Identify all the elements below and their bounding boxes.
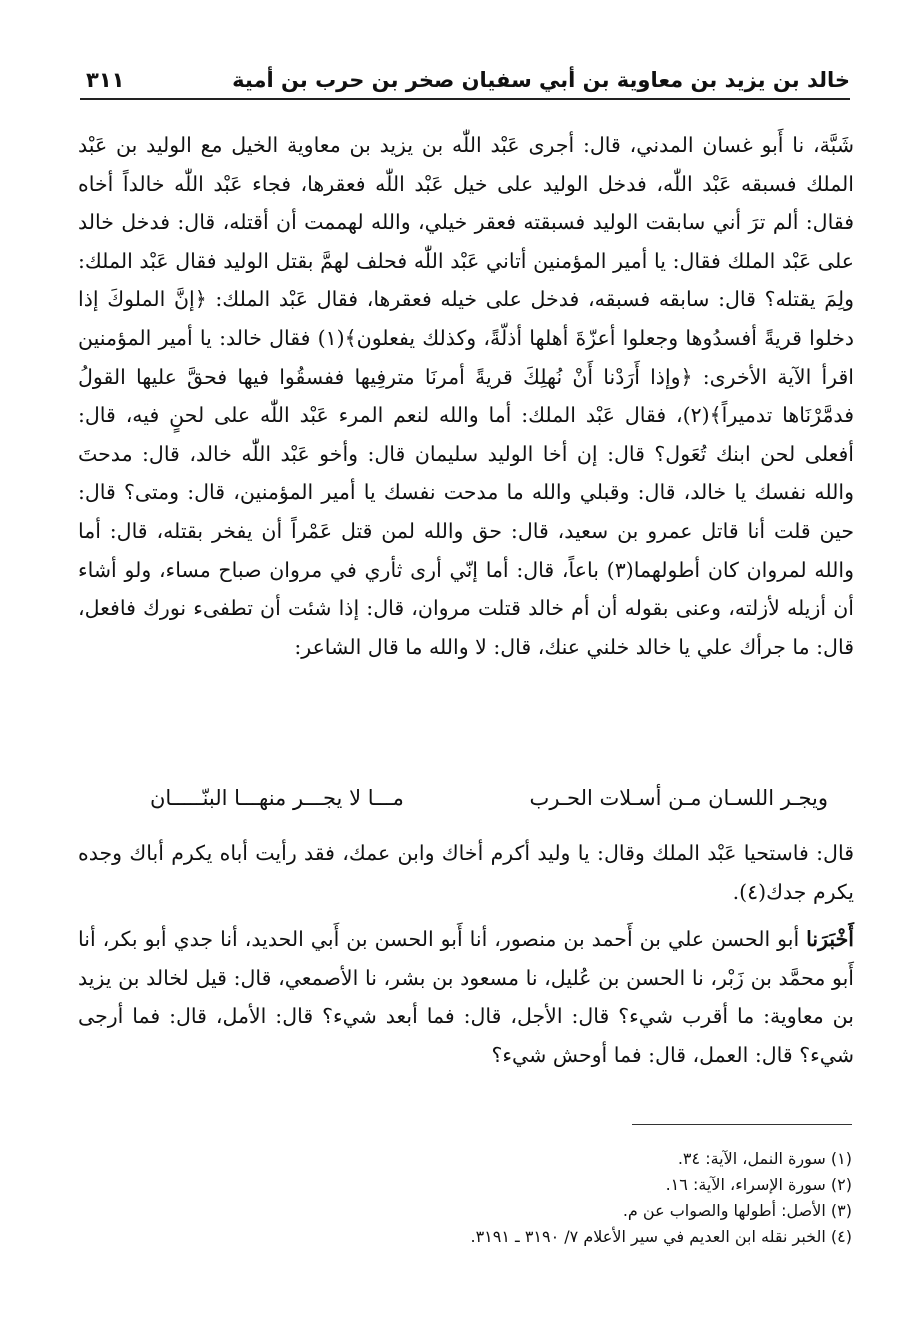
paragraph-2: قال: فاستحيا عَبْد الملك وقال: يا وليد أكرم أخاك وابن عمك، فقد رأيت أباه يكرم أباك وجده يكرم جدك(٤).: [78, 841, 854, 904]
verse-first-hemistich: ويجـر اللسـان مـن أسـلات الحـرب: [529, 786, 828, 810]
paragraph-3: [78, 920, 854, 1074]
page-number: ٣١١: [86, 68, 125, 92]
footnote-3: (٣) الأصل: أطولها والصواب عن م.: [622, 1201, 852, 1220]
footnote-separator: [632, 1124, 852, 1125]
paragraph-1: شَبَّة، نا أَبو غسان المدني، قال: أجرى عَبْد اللّٰه بن يزيد بن معاوية الخيل مع الوليد بن عَبْد الملك فسبقه عَبْد اللّٰه، فدخل الوليد على خيل عَبْد اللّٰه فعقرها، فجاء عَبْد اللّٰه خالداً أخاه فقال: ألم ترَ أني سابقت الوليد فسبقته فعقر خيلي، والله لهممت أن أقتله، قال: فدخل خالد على عَبْد الملك فقال: يا أمير المؤمنين أتاني عَبْد اللّٰه فحلف لهمَّ بقتل الوليد فقال عَبْد الملك: ولِمَ يقتله؟ قال: سابقه فسبقه، فدخل على خيله فعقرها، فقال عَبْد الملك: ﴿إنَّ الملوكَ إذا دخلوا قريةً أفسدُوها وجعلوا أعزّةَ أهلها أذلّةً، وكذلك يفعلون﴾(١) فقال خالد: يا أمير المؤمنين اقرأ الآية الأخرى: ﴿وإذا أَرَدْنا أَنْ نُهلِكَ قريةً أمرنَا مترفِيها ففسقُوا فيها فحقَّ عليها القولُ فدمَّرْنَاها تدميراً﴾(٢)، فقال عَبْد الملك: أما والله لنعم المرء عَبْد اللّٰه على لحنٍ فيه، قال: أفعلى لحن ابنك تُعَول؟ قال: إن أخا الوليد سليمان قال: وأخو عَبْد اللّٰه خالد، قال: مدحتَ والله نفسك يا خالد، قال: وقبلي والله ما مدحت نفسك يا أمير المؤمنين، قال: ومتى؟ قال: حين قلت أنا قاتل عمرو بن سعيد، قال: حق والله لمن قتل عَمْراً أن يفخر بقتله، قال: أما والله لمروان كان أطولهما(٣) باعاً، قال: أما إنّي أرى ثأري في مروان صباح مساء، ولو أشاء أن أزيله لأزلته، وعنى بقوله أن أم خالد قتلت مروان، قال: إذا شئت أن تطفىء نورك فافعل، قال: ما جرأك علي يا خالد خلني عنك، قال: لا والله ما قال الشاعر:: [78, 133, 855, 659]
paragraph-3-text: أبو الحسن علي بن أَحمد بن منصور، أنا أَبو الحسن بن أَبي الحديد، أنا جدي أبو بكر، أنا أَبو محمَّد بن زَبْر، نا الحسن بن عُليل، نا مسعود بن بشر، نا الأصمعي، قال: قيل لخالد بن يزيد بن معاوية: ما أقرب شيء؟ قال: الأجل، قال: فما أبعد شيء؟ قال: الأمل، قال: فما أرجى شيء؟ قال: العمل، قال: فما أوحش شيء؟: [78, 927, 854, 1067]
poetry-verse: [110, 778, 830, 818]
footnote-4: (٤) الخبر نقله ابن العديم في سير الأعلام ٧/ ٣١٩٠ ـ ٣١٩١.: [470, 1227, 852, 1246]
footnote-1: (١) سورة النمل، الآية: ٣٤.: [677, 1149, 852, 1168]
main-text: [78, 126, 854, 666]
verse-second-hemistich: مـــا لا يجـــر منهـــا البنّـــــان: [150, 786, 404, 810]
page-header: [80, 64, 850, 100]
footnotes: [292, 1146, 852, 1250]
running-title: خالد بن يزيد بن معاوية بن أبي سفيان صخر بن حرب بن أمية: [232, 68, 850, 92]
footnote-2: (٢) سورة الإسراء، الآية: ١٦.: [665, 1175, 852, 1194]
paragraph-3-lead: أَخْبَرَنا: [806, 927, 854, 951]
